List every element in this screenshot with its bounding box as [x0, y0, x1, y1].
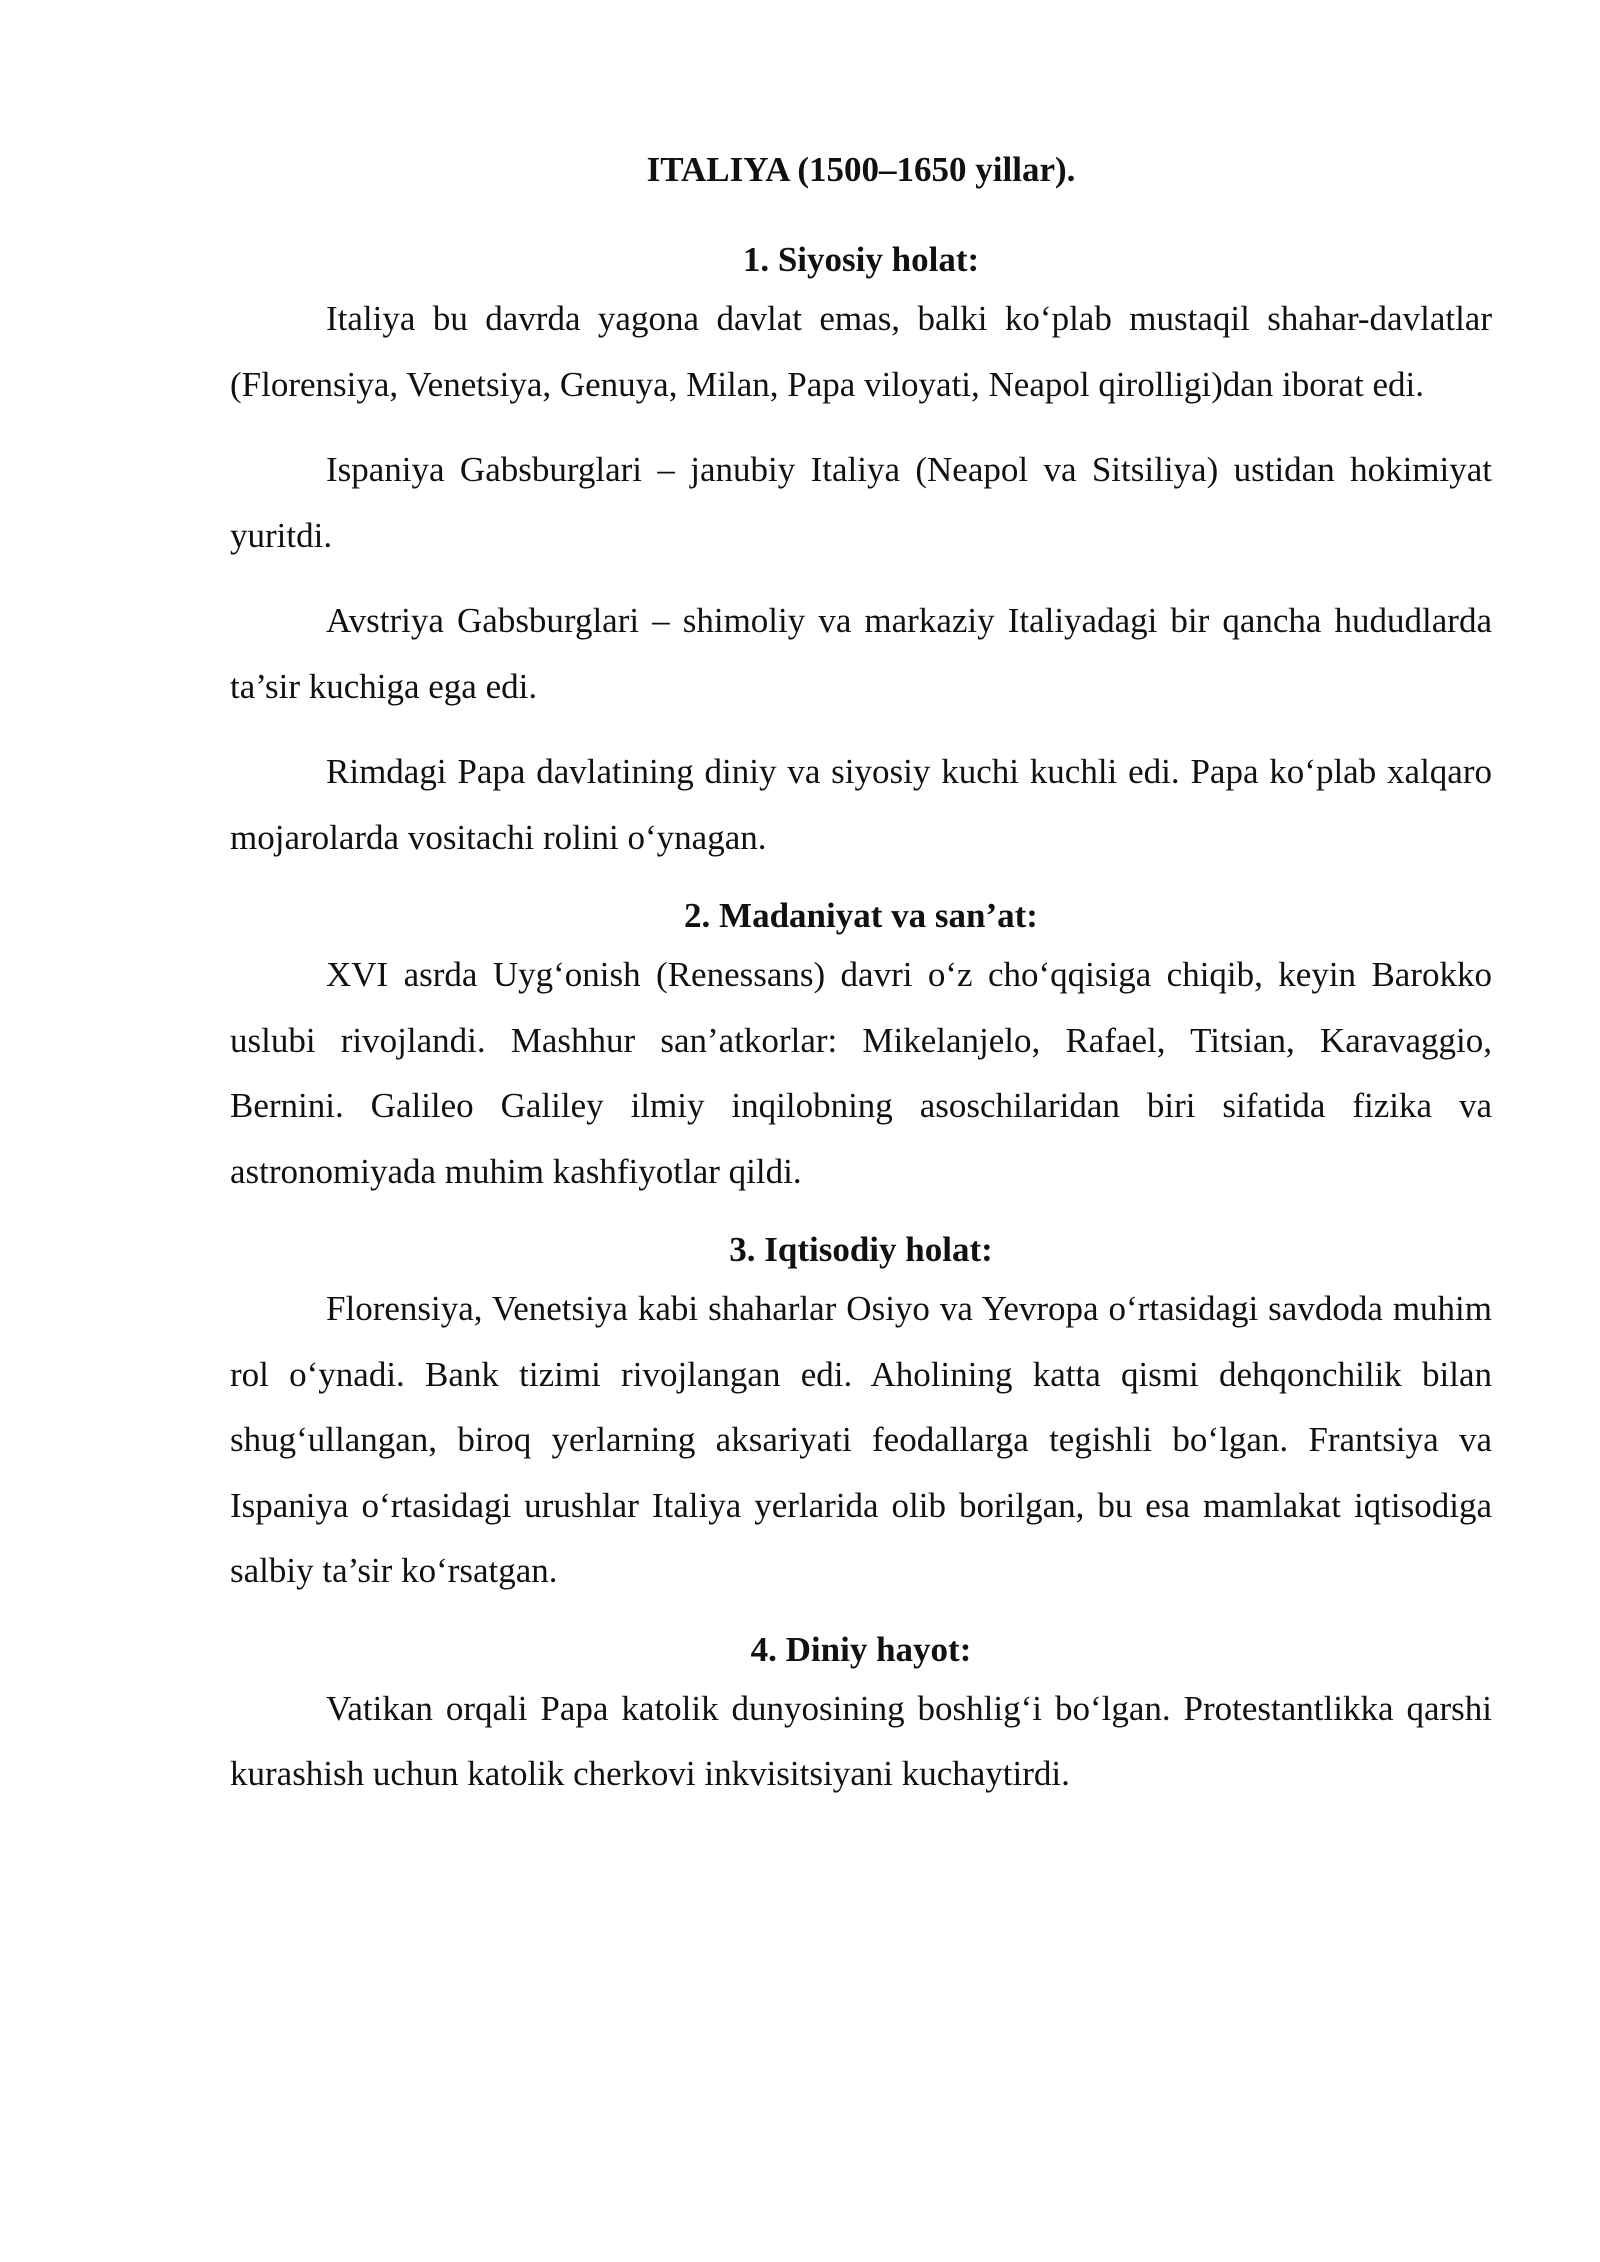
paragraph-political-1: Italiya bu davrda yagona davlat emas, balki ko‘plab mustaqil shahar-davlatlar (Florensiya, Venetsiya, Genuya, Milan, Papa viloyati, Neapol qirolligi)dan iborat edi. [230, 299, 1492, 404]
paragraph-religion-1: Vatikan orqali Papa katolik dunyosining boshlig‘i bo‘lgan. Protestantlikka qarshi kurashish uchun katolik cherkovi inkvisitsiyani kuchaytirdi. [230, 1688, 1492, 1793]
section-heading-religion: 4. Diniy hayot: [750, 1629, 972, 1669]
paragraph-political-4: Rimdagi Papa davlatining diniy va siyosiy kuchi kuchli edi. Papa ko‘plab xalqaro mojarolarda vositachi rolini o‘ynagan. [230, 752, 1492, 857]
document-page [230, 150, 1492, 1827]
paragraph-culture-1: XVI asrda Uyg‘onish (Renessans) davri o‘z cho‘qqisiga chiqib, keyin Barokko uslubi rivojlandi. Mashhur san’atkorlar: Mikelanjelo, Rafael, Titsian, Karavaggio, Bernini. Galileo Galiley ilmiy inqilobning asoschilaridan biri sifatida fizika va astronomiyada muhim kashfiyotlar qildi. [230, 955, 1492, 1191]
document-title: ITALIYA (1500–1650 yillar). [646, 150, 1076, 189]
section-heading-political: 1. Siyosiy holat: [742, 240, 980, 279]
section-heading-culture: 2. Madaniyat va san’at: [684, 896, 1038, 935]
section-heading-economy: 3. Iqtisodiy holat: [729, 1230, 993, 1269]
paragraph-economy-1: Florensiya, Venetsiya kabi shaharlar Osiyo va Yevropa o‘rtasidagi savdoda muhim rol o‘ynadi. Bank tizimi rivojlangan edi. Aholining katta qismi dehqonchilik bilan shug‘ullangan, biroq yerlarning aksariyati feodallarga tegishli bo‘lgan. Frantsiya va Ispaniya o‘rtasidagi urushlar Italiya yerlarida olib borilgan, bu esa mamlakat iqtisodiga salbiy ta’sir ko‘rsatgan. [230, 1289, 1492, 1590]
paragraph-political-2: Ispaniya Gabsburglari – janubiy Italiya (Neapol va Sitsiliya) ustidan hokimiyat yuritdi. [230, 450, 1492, 555]
paragraph-political-3: Avstriya Gabsburglari – shimoliy va markaziy Italiyadagi bir qancha hududlarda ta’sir kuchiga ega edi. [230, 601, 1492, 706]
